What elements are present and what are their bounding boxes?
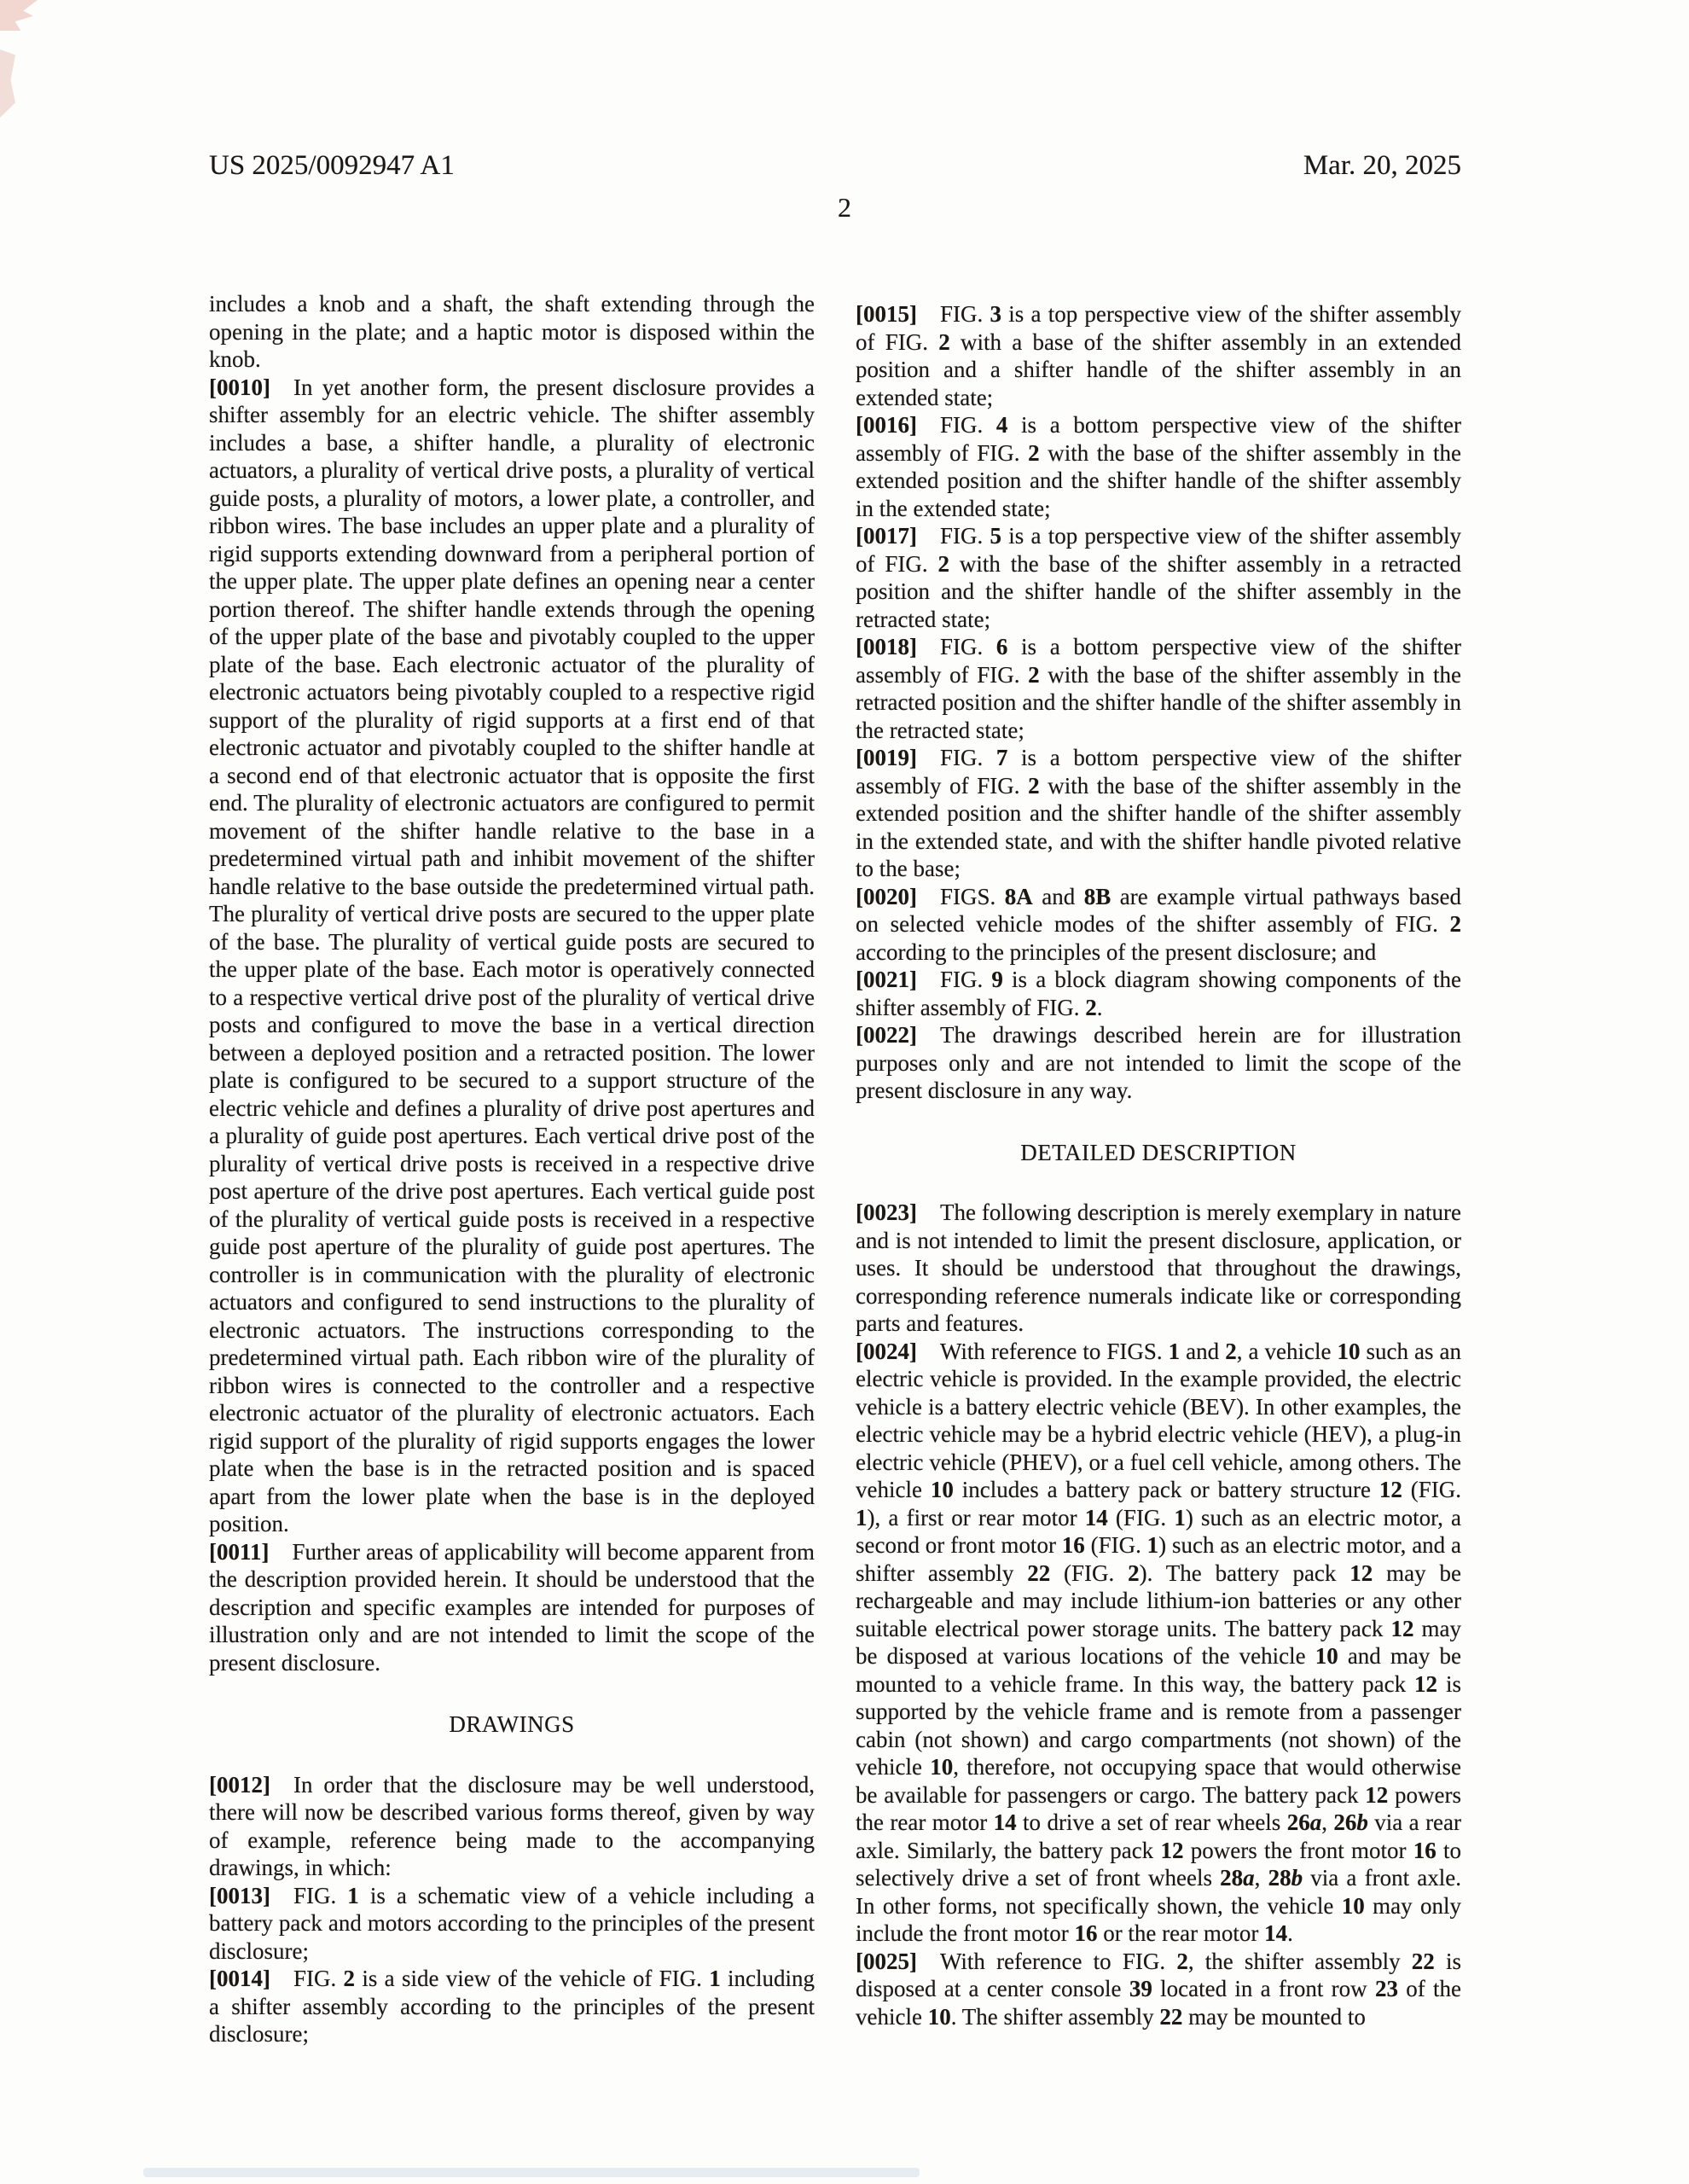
paragraph-0016: [0016] FIG. 4 is a bottom perspective view of the shifter assembly of FIG. 2 with the base of the shifter assembly in the extended position and the shifter handle of the shifter assembly in the extended state; — [856, 412, 1461, 521]
paragraph-0017: [0017] FIG. 5 is a top perspective view of the shifter assembly of FIG. 2 with the base of the shifter assembly in a retracted position and the shifter handle of the shifter assembly in the retracted state; — [856, 523, 1462, 632]
paragraph-0024: [0024] With reference to FIGS. 1 and 2, a vehicle 10 such as an electric vehicle is provided. In the example provided, the electric vehicle is a battery electric vehicle (BEV). In other examples, the electric vehicle may be a hybrid electric vehicle (HEV), a plug-in electric vehicle (PHEV), or a fuel cell vehicle, among others. The vehicle 10 includes a battery pack or battery structure 12 (FIG. 1), a first or rear motor 14 (FIG. 1) such as an electric motor, a second or front motor 16 (FIG. 1) such as an electric motor, and a shifter assembly 22 (FIG. 2). The battery pack 12 may be rechargeable and may include lithium-ion batteries or any other suitable electrical power storage units. The battery pack 12 may be disposed at various locations of the vehicle 10 and may be mounted to a vehicle frame. In this way, the battery pack 12 is supported by the vehicle frame and is remote from a passenger cabin (not shown) and cargo compartments (not shown) of the vehicle 10, therefore, not occupying space that would otherwise be available for passengers or cargo. The battery pack 12 powers the rear motor 14 to drive a set of rear wheels 26a, 26b via a rear axle. Similarly, the battery pack 12 powers the front motor 16 to selectively drive a set of front wheels 28a, 28b via a front axle. In other forms, not specifically shown, the vehicle 10 may only include the front motor 16 or the rear motor 14. — [856, 1338, 1462, 1946]
paragraph-continuation: includes a knob and a shaft, the shaft extending through the opening in the plate; and a haptic motor is disposed within the knob. — [209, 291, 815, 372]
paragraph-0025: [0025] With reference to FIG. 2, the shifter assembly 22 is disposed at a center console 39 located in a front row 23 of the vehicle 10. The shifter assembly 22 may be mounted to — [856, 1948, 1461, 2030]
paragraph-0018: [0018] FIG. 6 is a bottom perspective view of the shifter assembly of FIG. 2 with the base of the shifter assembly in the retracted position and the shifter handle of the shifter assembly in the retracted state; — [856, 634, 1461, 743]
paragraph-0010: [0010] In yet another form, the present disclosure provides a shifter assembly for an electric vehicle. The shifter assembly includes a base, a shifter handle, a plurality of electronic actuators, a plurality of vertical drive posts, a plurality of vertical guide posts, a plurality of motors, a lower plate, a controller, and ribbon wires. The base includes an upper plate and a plurality of rigid supports extending downward from a peripheral portion of the upper plate. The upper plate defines an opening near a center portion thereof. The shifter handle extends through the opening of the upper plate of the base and pivotably coupled to the upper plate of the base. Each electronic actuator of the plurality of electronic actuators being pivotably coupled to a respective rigid support of the plurality of rigid supports at a first end of that electronic actuator and pivotably coupled to the shifter handle at a second end of that electronic actuator that is opposite the first end. The plurality of electronic actuators are configured to permit movement of the shifter handle relative to the base in a predetermined virtual path and inhibit movement of the shifter handle relative to the base outside the predetermined virtual path. The plurality of vertical drive posts are secured to the upper plate of the base. The plurality of vertical guide posts are secured to the upper plate of the base. Each motor is operatively connected to a respective vertical drive post of the plurality of vertical drive posts and configured to move the base in a vertical direction between a deployed position and a retracted position. The lower plate is configured to be secured to a support structure of the electric vehicle and defines a plurality of drive post apertures and a plurality of guide post apertures. Each vertical drive post of the plurality of vertical drive posts is received in a respective drive post aperture of the drive post apertures. Each vertical guide post of the plurality of vertical guide posts is received in a respective guide post aperture of the plurality of guide post apertures. The controller is in communication with the plurality of electronic actuators and configured to send instructions to the plurality of electronic actuators. The instructions corresponding to the predetermined virtual path. Each ribbon wire of the plurality of ribbon wires is connected to the controller and a respective electronic actuator of the plurality of electronic actuators. Each rigid support of the plurality of rigid supports engages the lower plate when the base is in the retracted position and is spaced apart from the lower plate when the base is in the deployed position. — [209, 374, 815, 1536]
page-header — [209, 150, 1461, 181]
scan-artifact-left-edge — [0, 49, 15, 118]
paragraph-0020: [0020] FIGS. 8A and 8B are example virtual pathways based on selected vehicle modes of the shifter assembly of FIG. 2 according to the principles of the present disclosure; and — [856, 883, 1462, 965]
right-column — [856, 300, 1461, 2048]
paragraph-0019: [0019] FIG. 7 is a bottom perspective view of the shifter assembly of FIG. 2 with the base of the shifter assembly in the extended position and the shifter handle of the shifter assembly in the extended state, and with the shifter handle pivoted relative to the base; — [856, 745, 1461, 881]
left-column — [209, 290, 815, 2048]
section-heading-drawings: DRAWINGS — [449, 1711, 575, 1737]
paragraph-0011: [0011] Further areas of applicability will become apparent from the description provided herein. It should be understood that the description and specific examples are intended for purposes of illustration only and are not intended to limit the scope of the present disclosure. — [209, 1538, 815, 1676]
paragraph-0013: [0013] FIG. 1 is a schematic view of a vehicle including a battery pack and motors according to the principles of the present disclosure; — [209, 1882, 815, 1964]
section-heading-detailed-description: DETAILED DESCRIPTION — [1020, 1139, 1297, 1165]
paragraph-0022: [0022] The drawings described herein are for illustration purposes only and are not intended to limit the scope of the present disclosure in any way. — [856, 1022, 1461, 1103]
paragraph-0021: [0021] FIG. 9 is a block diagram showing components of the shifter assembly of FIG. 2. — [856, 967, 1461, 1020]
paragraph-0023: [0023] The following description is merely exemplary in nature and is not intended to limit the present disclosure, application, or uses. It should be understood that throughout the drawings, corresponding reference numerals indicate like or corresponding parts and features. — [856, 1199, 1461, 1336]
two-column-body — [209, 290, 1461, 2048]
scan-artifact-top-left — [0, 0, 38, 31]
paragraph-0014: [0014] FIG. 2 is a side view of the vehicle of FIG. 1 including a shifter assembly according to the principles of the present disclosure; — [209, 1966, 815, 2047]
publication-date: Mar. 20, 2025 — [1303, 150, 1461, 181]
paragraph-0012: [0012] In order that the disclosure may be well understood, there will now be described various forms thereof, given by way of example, reference being made to the accompanying drawings, in which: — [209, 1771, 815, 1880]
publication-number: US 2025/0092947 A1 — [209, 150, 455, 181]
paragraph-0015: [0015] FIG. 3 is a top perspective view of the shifter assembly of FIG. 2 with a base of the shifter assembly in an extended position and a shifter handle of the shifter assembly in an extended state; — [856, 301, 1461, 410]
page-number: 2 — [838, 192, 851, 223]
scan-artifact-bottom — [143, 2168, 920, 2177]
